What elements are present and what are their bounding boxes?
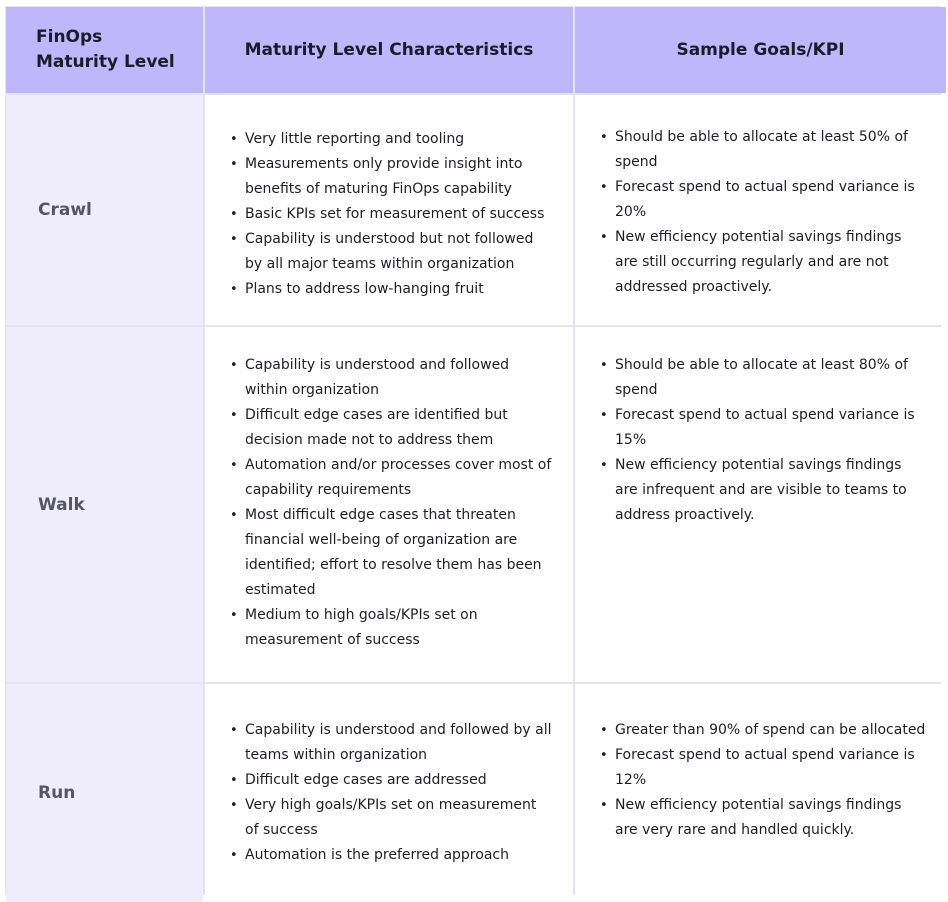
list-item: • Forecast spend to actual spend variance is 15% bbox=[599, 403, 926, 453]
list-item: • Automation is the preferred approach bbox=[229, 843, 553, 868]
list-item: • New efficiency potential savings findings are still occurring regularly and are not addressed proactively. bbox=[599, 225, 926, 300]
list-item: • Difficult edge cases are identified but decision made not to address them bbox=[229, 403, 553, 453]
level-crawl: Crawl bbox=[6, 95, 203, 325]
list-item: • Capability is understood and followed within organization bbox=[229, 353, 553, 403]
list-item: • New efficiency potential savings findings are infrequent and are visible to teams to address proactively. bbox=[599, 453, 926, 528]
list-item: • Measurements only provide insight into benefits of maturing FinOps capability bbox=[229, 152, 553, 202]
list-item: • Capability is understood but not followed by all major teams within organization bbox=[229, 227, 553, 277]
finops-maturity-table bbox=[5, 6, 941, 895]
walk-kpi-list bbox=[599, 353, 926, 528]
list-item: • Difficult edge cases are addressed bbox=[229, 768, 553, 793]
list-item: • Greater than 90% of spend can be allocated bbox=[599, 718, 926, 743]
walk-characteristics-list bbox=[229, 353, 553, 653]
list-item: • Should be able to allocate at least 80% of spend bbox=[599, 353, 926, 403]
run-kpi-list bbox=[599, 718, 926, 843]
list-item: • Forecast spend to actual spend variance is 12% bbox=[599, 743, 926, 793]
crawl-kpi-list bbox=[599, 125, 926, 300]
level-run: Run bbox=[6, 684, 203, 902]
list-item: • Forecast spend to actual spend variance is 20% bbox=[599, 175, 926, 225]
level-walk: Walk bbox=[6, 327, 203, 682]
header-level-line1: FinOps bbox=[36, 27, 103, 47]
run-kpis bbox=[575, 684, 946, 902]
list-item: • Very little reporting and tooling bbox=[229, 127, 553, 152]
crawl-characteristics-list bbox=[229, 127, 553, 302]
run-characteristics bbox=[205, 684, 573, 902]
list-item: • Plans to address low-hanging fruit bbox=[229, 277, 553, 302]
list-item: • Capability is understood and followed by all teams within organization bbox=[229, 718, 553, 768]
header-sample-goals: Sample Goals/KPI bbox=[575, 7, 946, 93]
walk-characteristics bbox=[205, 327, 573, 682]
walk-kpis bbox=[575, 327, 946, 682]
list-item: • Should be able to allocate at least 50% of spend bbox=[599, 125, 926, 175]
crawl-characteristics bbox=[205, 95, 573, 325]
list-item: • Automation and/or processes cover most of capability requirements bbox=[229, 453, 553, 503]
list-item: • Basic KPIs set for measurement of success bbox=[229, 202, 553, 227]
run-characteristics-list bbox=[229, 718, 553, 868]
list-item: • Most difficult edge cases that threaten financial well-being of organization are identified; effort to resolve them has been estimated bbox=[229, 503, 553, 603]
header-characteristics: Maturity Level Characteristics bbox=[205, 7, 573, 93]
header-maturity-level bbox=[6, 7, 203, 93]
list-item: • Medium to high goals/KPIs set on measurement of success bbox=[229, 603, 553, 653]
list-item: • New efficiency potential savings findings are very rare and handled quickly. bbox=[599, 793, 926, 843]
list-item: • Very high goals/KPIs set on measurement of success bbox=[229, 793, 553, 843]
header-level-line2: Maturity Level bbox=[36, 52, 175, 72]
crawl-kpis bbox=[575, 95, 946, 325]
